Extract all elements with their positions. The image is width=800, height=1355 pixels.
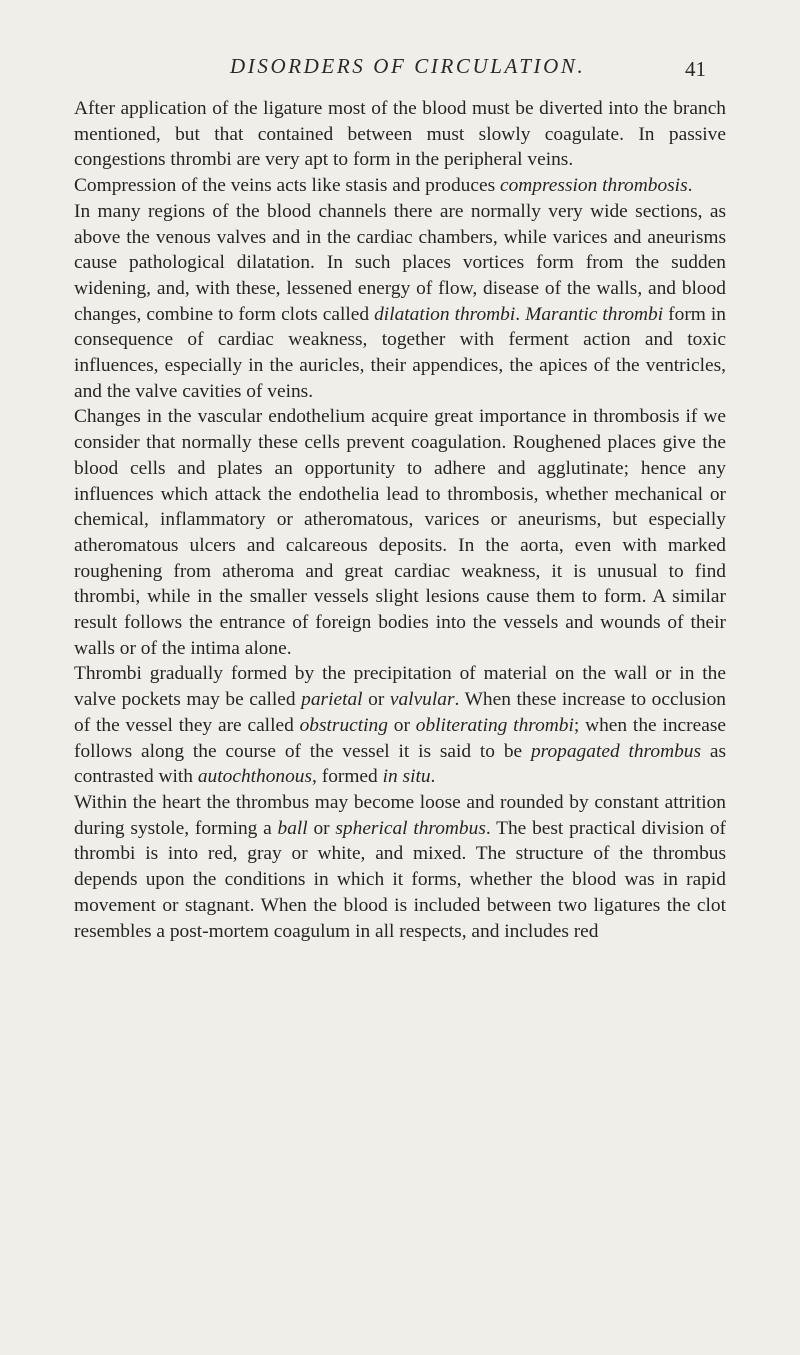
text-run: .: [687, 175, 693, 197]
italic-term: Marantic thrombi: [525, 303, 664, 325]
text-run: Thrombi gradually formed by the precipitation of material on the wall or in the valve pockets may be called: [74, 663, 726, 711]
text-run: or: [387, 714, 416, 736]
italic-term: ball: [277, 817, 308, 839]
italic-term: dilatation thrombi: [374, 303, 516, 325]
text-run: .: [515, 303, 526, 325]
text-run: . The best practical division of thrombi is into red, gray or white, and mixed. The structure of the thrombus depends upon the conditions in which it forms, whether the blood was in rapid movement or stagnant. When the blood is included between two ligatures the clot resembles a post-mortem coagulum in all respects, and includes red: [74, 817, 726, 942]
text-run: .: [430, 766, 436, 788]
text-run: Within the heart the thrombus may become loose and rounded by constant attrition during systole, forming a: [74, 791, 726, 839]
paragraph: [74, 199, 726, 405]
paragraph: [74, 404, 726, 661]
paragraph: [74, 173, 726, 199]
italic-term: in situ: [382, 766, 431, 788]
paragraph: [74, 790, 726, 944]
text-run: or: [307, 817, 336, 839]
text-run: After application of the ligature most of the blood must be diverted into the branch mentioned, but that contained between must slowly coagulate. In passive congestions thrombi are very apt to form in the peripheral veins.: [74, 98, 726, 171]
italic-term: obstructing: [299, 714, 388, 736]
paragraph: [74, 661, 726, 790]
text-run: or: [362, 689, 390, 711]
text-run: , formed: [312, 766, 383, 788]
text-run: . When these increase to occlusion of the vessel they are called: [74, 689, 726, 736]
text-run: form in consequence of cardiac weakness, together with ferment action and toxic influences, especially in the auricles, their appendices, the apices of the ventricles, and the valve cavities of veins.: [74, 303, 726, 402]
running-title: DISORDERS OF CIRCULATION.: [230, 54, 586, 78]
italic-term: obliterating thrombi: [415, 714, 574, 736]
page-number: 41: [685, 57, 706, 81]
text-run: Compression of the veins acts like stasis and produces: [74, 175, 500, 197]
italic-term: spherical thrombus: [335, 817, 486, 839]
text-run: In many regions of the blood channels there are normally very wide sections, as above the venous valves and in the cardiac chambers, while varices and aneurisms cause pathological dilatation. In such places vortices form from the sudden widening, and, with these, lessened energy of flow, disease of the walls, and blood changes, combine to form clots called: [74, 200, 726, 325]
italic-term: parietal: [301, 689, 363, 711]
text-run: ; when the increase follows along the course of the vessel it is said to be: [74, 714, 726, 762]
running-head: [0, 54, 800, 84]
body-text: [74, 96, 726, 944]
italic-term: valvular: [389, 689, 455, 711]
italic-term: autochthonous: [197, 766, 313, 788]
text-run: Changes in the vascular endothelium acquire great importance in thrombosis if we consider that normally these cells prevent coagulation. Roughened places give the blood cells and plates an opportunity to adhere and agglutinate; hence any influences which attack the endothelia lead to thrombosis, whether mechanical or chemical, inflammatory or atheromatous, varices or aneurisms, but especially atheromatous ulcers and calcareous deposits. In the aorta, even with marked roughening from atheroma and great cardiac weakness, it is unusual to find thrombi, while in the smaller vessels slight lesions cause them to form. A similar result follows the entrance of foreign bodies into the vessels and wounds of their walls or of the intima alone.: [74, 406, 726, 659]
italic-term: propagated thrombus: [530, 740, 702, 762]
text-run: as contrasted with: [74, 740, 726, 788]
paragraph: [74, 96, 726, 173]
italic-term: compression thrombosis: [499, 175, 688, 197]
